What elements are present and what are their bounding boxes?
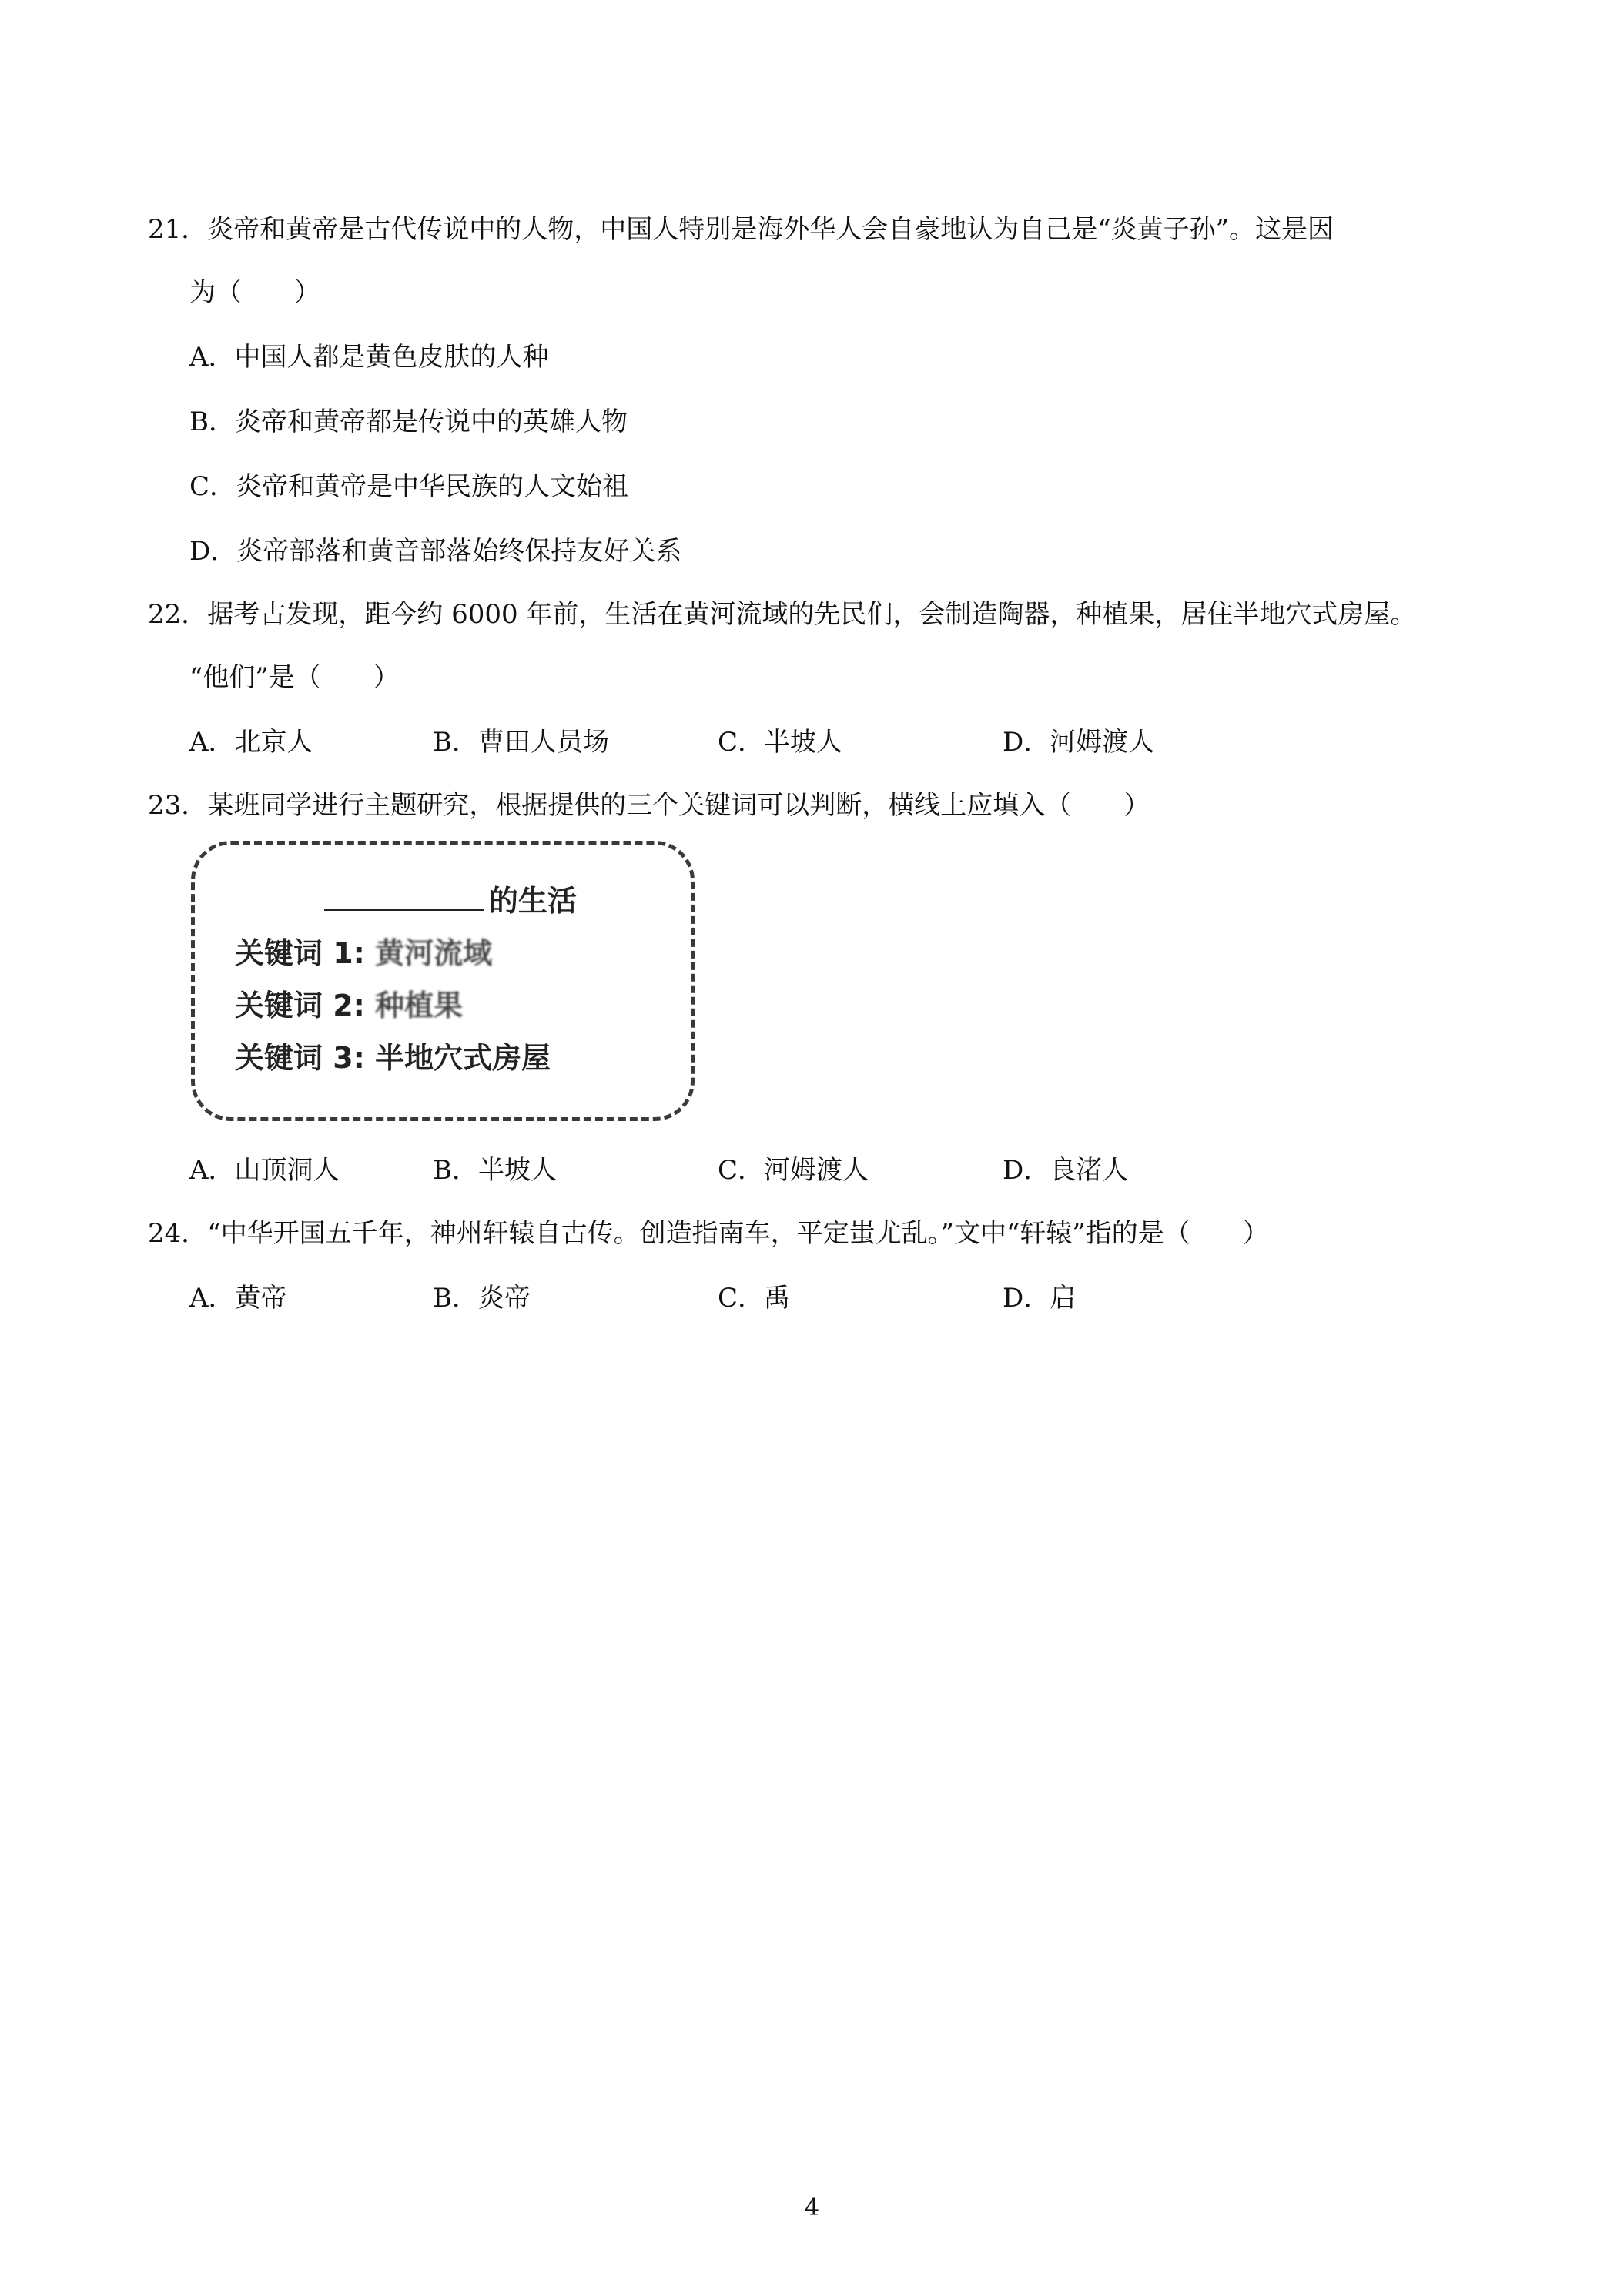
question-21-text-line1: 炎帝和黄帝是古代传说中的人物，中国人特别是海外华人会自豪地认为自己是“炎黄子孙”。这是因 [207, 214, 1334, 245]
keyword-1-value: 黄河流域 [375, 936, 493, 970]
question-22-option-d: D．河姆渡人 [1003, 727, 1155, 758]
question-22-option-b: B．曹田人员场 [433, 727, 609, 758]
page-number: 4 [804, 2194, 820, 2221]
question-24-option-b: B．炎帝 [433, 1283, 531, 1314]
question-24-option-d: D．启 [1003, 1283, 1077, 1314]
keyword-row-3 [235, 1040, 551, 1076]
question-24-number: 24． [148, 1218, 208, 1249]
question-23-option-c: C．河姆渡人 [718, 1155, 869, 1186]
question-21-option-d: D．炎帝部落和黄音部落始终保持友好关系 [189, 536, 682, 567]
question-22-option-a: A．北京人 [189, 727, 313, 758]
keyword-figure [191, 841, 695, 1121]
question-24-stem [148, 1217, 1269, 1250]
figure-title-suffix: 的生活 [489, 884, 578, 918]
keyword-2-label: 关键词 2: [235, 989, 365, 1022]
question-21-option-b: B．炎帝和黄帝都是传说中的英雄人物 [189, 407, 628, 437]
question-23-stem [148, 788, 1150, 822]
question-22-number: 22． [148, 599, 208, 630]
fill-in-blank [324, 885, 484, 911]
question-24-text-line1: “中华开国五千年，神州轩辕自古传。创造指南车，平定蚩尤乱。”文中“轩辕”指的是（ ） [207, 1218, 1269, 1249]
question-21-option-a: A．中国人都是黄色皮肤的人种 [189, 342, 549, 373]
question-24-option-a: A．黄帝 [189, 1283, 287, 1314]
keyword-1-label: 关键词 1: [235, 936, 365, 970]
question-21-option-c: C．炎帝和黄帝是中华民族的人文始祖 [189, 471, 629, 502]
question-21-text-line2: 为（ ） [189, 277, 320, 308]
keyword-row-2 [235, 988, 463, 1023]
question-21-number: 21． [148, 214, 208, 245]
figure-title [324, 883, 577, 919]
question-22-stem [148, 597, 1416, 631]
question-22-text-line2: “他们”是（ ） [189, 662, 400, 693]
question-21-stem [148, 213, 1334, 246]
keyword-3-label: 关键词 3: [235, 1041, 365, 1075]
question-23-option-a: A．山顶洞人 [189, 1155, 340, 1186]
keyword-3-value: 半地穴式房屋 [375, 1041, 551, 1075]
question-23-option-d: D．良渚人 [1003, 1155, 1129, 1186]
question-24-option-c: C．禹 [718, 1283, 791, 1314]
keyword-2-value: 种植果 [375, 989, 464, 1022]
question-23-number: 23． [148, 790, 208, 821]
question-22-text-line1: 据考古发现，距今约 6000 年前，生活在黄河流域的先民们，会制造陶器，种植果，居住半地穴式房屋。 [207, 599, 1417, 630]
question-22-option-c: C．半坡人 [718, 727, 843, 758]
question-23-text-line1: 某班同学进行主题研究，根据提供的三个关键词可以判断，横线上应填入（ ） [207, 790, 1150, 821]
question-23-option-b: B．半坡人 [433, 1155, 557, 1186]
keyword-row-1 [235, 935, 492, 971]
